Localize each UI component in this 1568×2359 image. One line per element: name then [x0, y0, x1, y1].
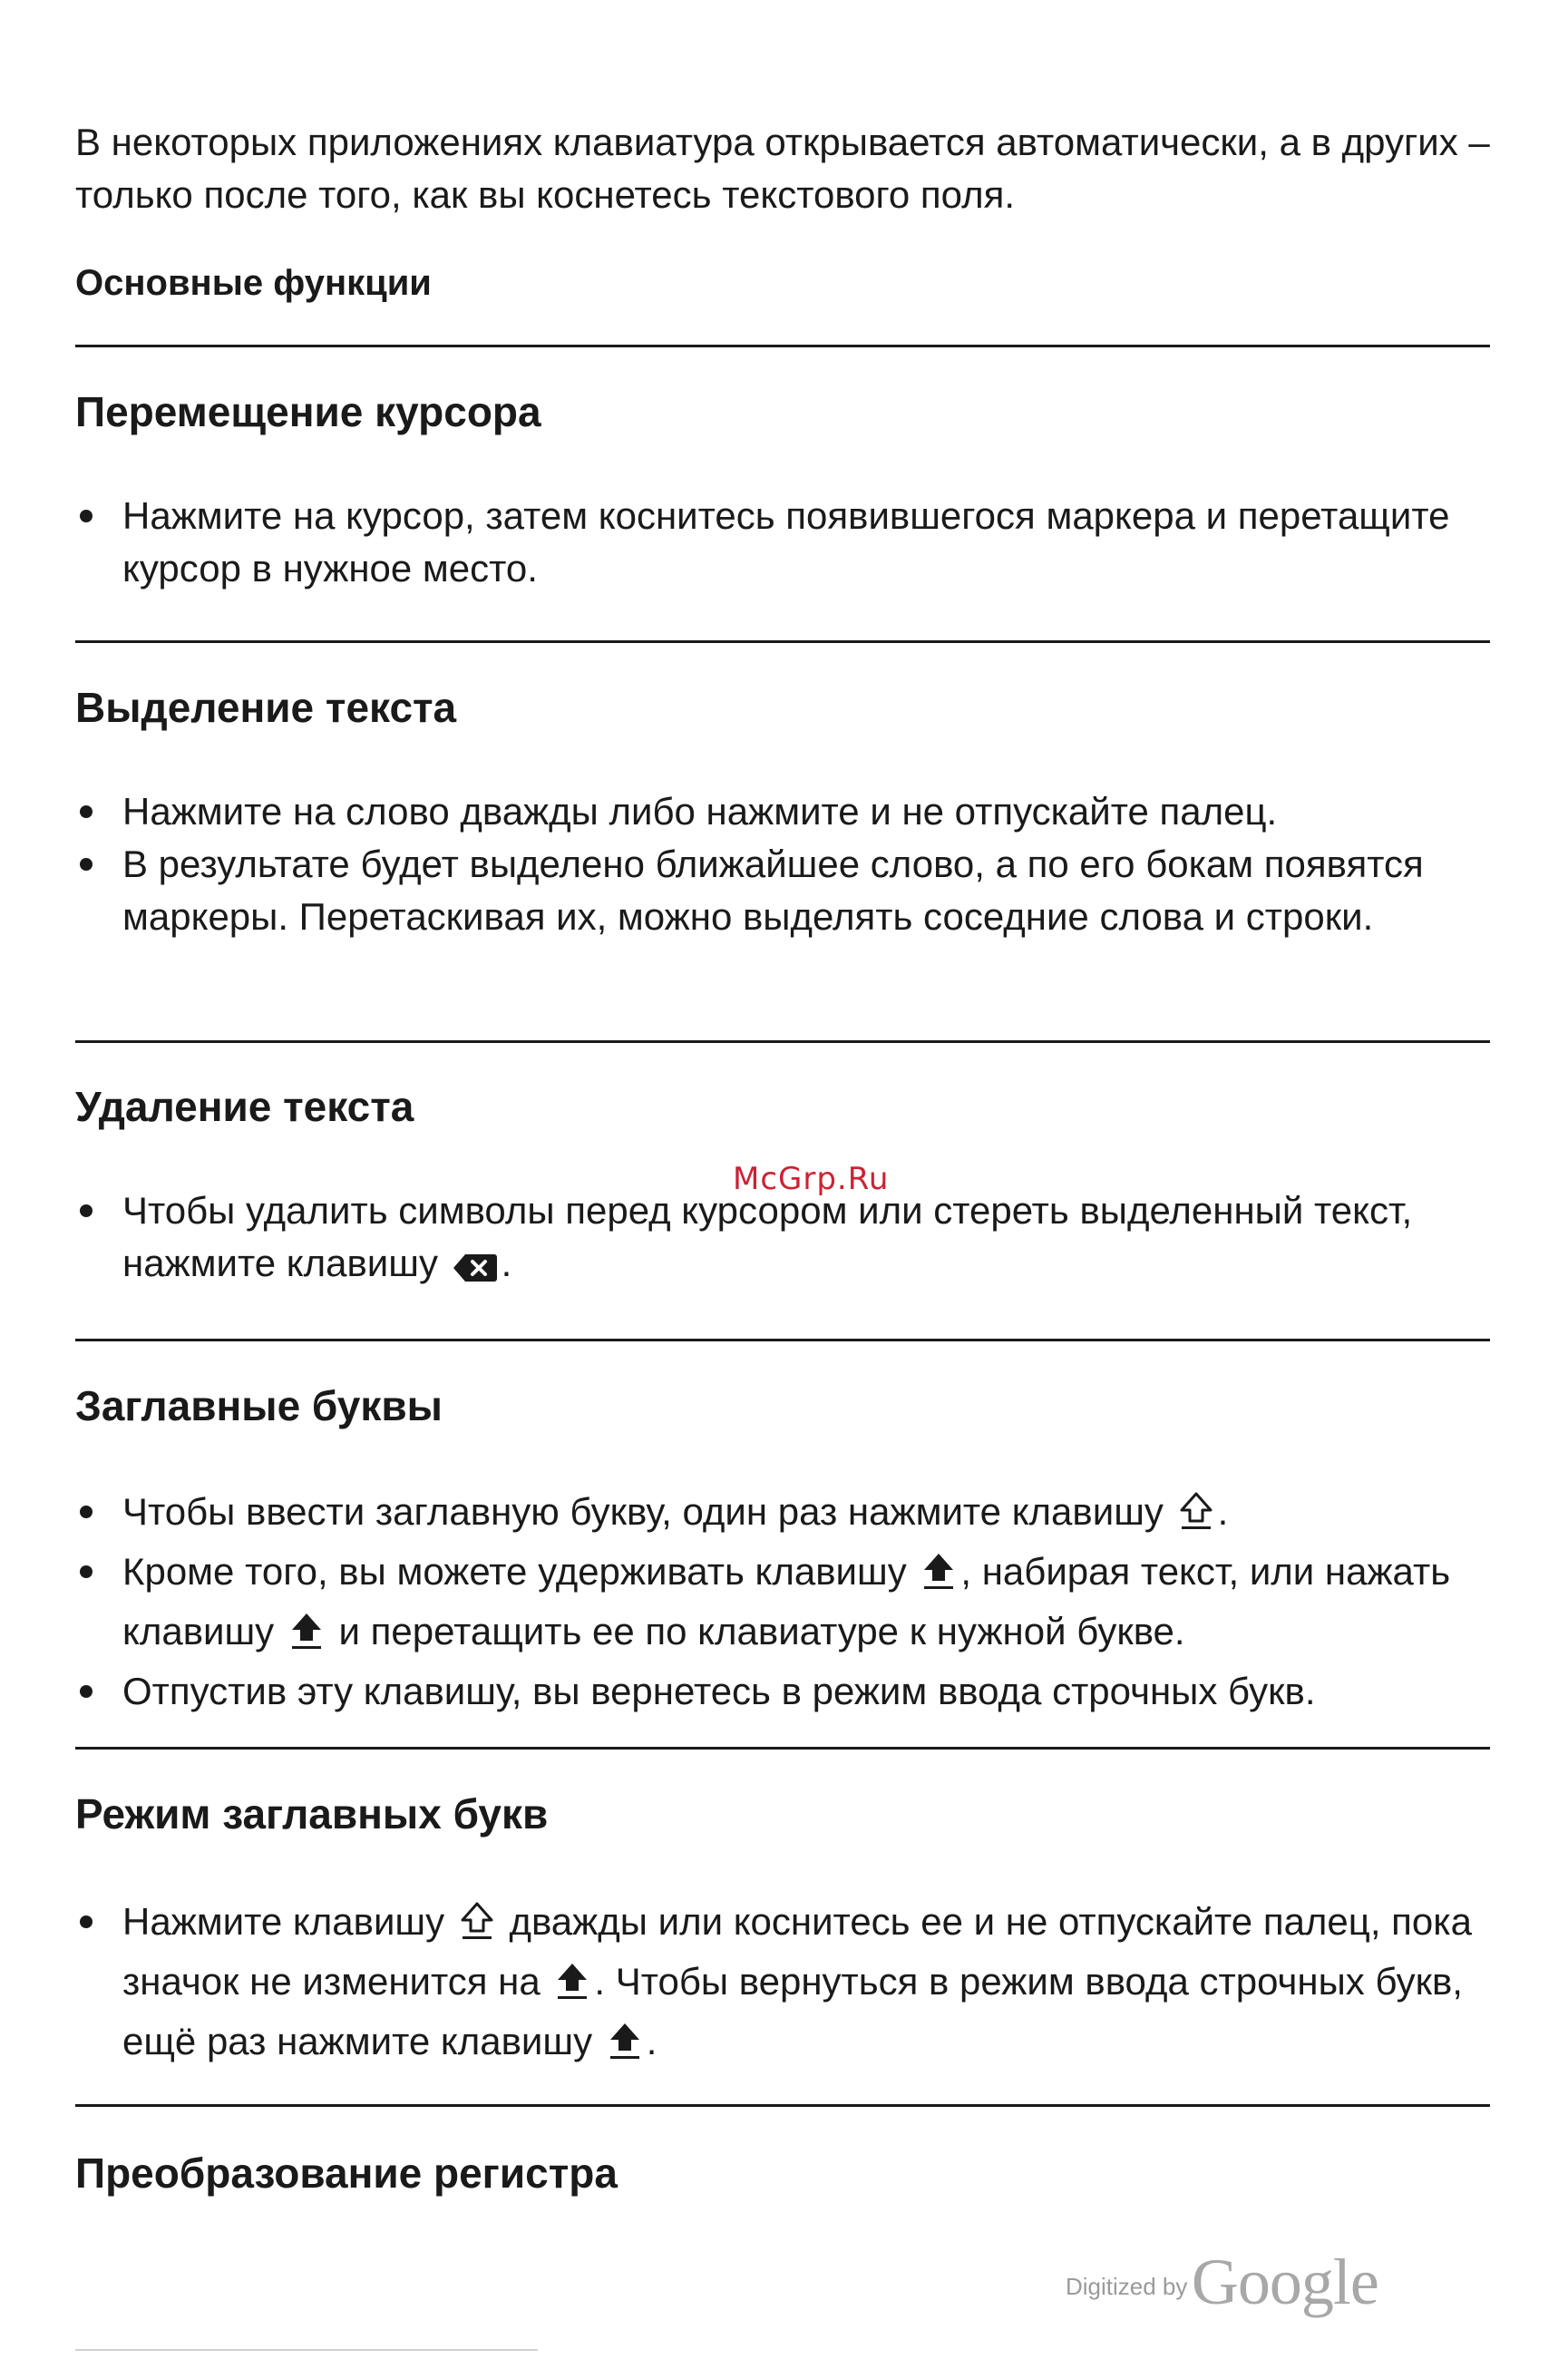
bullet-icon — [80, 1565, 93, 1578]
list-item-text: В результате будет выделено ближайшее слово, а по его бокам появятся маркеры. Перетаскивая их, можно выделять соседние слова и строки. — [122, 843, 1424, 938]
list-item-text: Чтобы удалить символы перед курсором или стереть выделенный текст, нажмите клавишу — [122, 1189, 1413, 1284]
bullet-icon — [80, 1204, 93, 1217]
list-item-text: . — [1217, 1490, 1229, 1533]
list-item-text: Отпустив эту клавишу, вы вернетесь в режим ввода строчных букв. — [122, 1670, 1316, 1712]
list-item — [75, 490, 1490, 595]
list-item-text: Нажмите клавишу — [122, 1900, 445, 1943]
section-divider — [75, 640, 1490, 643]
shift-filled-icon — [920, 1550, 957, 1605]
list-item-text: . — [646, 2020, 657, 2062]
section-title-case-conversion: Преобразование регистра — [75, 2149, 618, 2197]
google-logo: Google — [1191, 2246, 1378, 2318]
shift-outline-icon — [459, 1900, 495, 1955]
page-edge-line — [75, 2349, 538, 2351]
section-list-delete-text — [75, 1184, 1490, 1297]
bullet-icon — [80, 1506, 93, 1518]
list-item — [75, 1486, 1490, 1545]
shift-filled-icon — [554, 1960, 590, 2015]
list-item — [75, 1896, 1490, 2075]
section-title-capital-letters: Заглавные буквы — [75, 1382, 443, 1429]
intro-paragraph: В некоторых приложениях клавиатура открывается автоматически, а в других – только после того, как вы коснетесь текстового поля. — [75, 121, 1490, 216]
list-item — [75, 785, 1490, 838]
bullet-icon — [80, 1685, 93, 1698]
digitized-by-label: Digitized by — [1066, 2273, 1188, 2300]
section-title-caps-lock: Режим заглавных букв — [75, 1790, 549, 1837]
list-item — [75, 1184, 1490, 1297]
section-list-select-text — [75, 785, 1490, 943]
section-divider — [75, 1040, 1490, 1043]
subheading-main-functions: Основные функции — [75, 263, 432, 303]
section-list-capital-letters — [75, 1486, 1490, 1718]
list-item-text: . — [501, 1242, 512, 1284]
digitized-by-google-mark — [1066, 2245, 1378, 2320]
shift-filled-icon — [288, 1610, 325, 1665]
section-title-cursor: Перемещение курсора — [75, 388, 541, 435]
list-item-text: и перетащить ее по клавиатуре к нужной букве. — [338, 1610, 1185, 1652]
section-divider — [75, 2104, 1490, 2107]
list-item-text: дважды или коснитесь ее и не отпускайте палец, пока значок не изменится на — [122, 1900, 1472, 2003]
section-divider — [75, 1747, 1490, 1750]
list-item-text: Кроме того, вы можете удерживать клавишу — [122, 1550, 907, 1593]
list-item-text: Чтобы ввести заглавную букву, один раз нажмите клавишу — [122, 1490, 1164, 1533]
list-item-text: Нажмите на слово дважды либо нажмите и не отпускайте палец. — [122, 790, 1278, 833]
section-divider — [75, 345, 1490, 347]
list-item — [75, 1545, 1490, 1665]
list-item-text: . Чтобы вернуться в режим ввода строчных букв, ещё раз нажмите клавишу — [122, 1960, 1463, 2062]
list-item — [75, 1665, 1490, 1718]
bullet-icon — [80, 1915, 93, 1928]
list-item — [75, 838, 1490, 943]
section-list-caps-lock — [75, 1896, 1490, 2075]
shift-outline-icon — [1178, 1490, 1214, 1545]
list-item-text: Нажмите на курсор, затем коснитесь появившегося маркера и перетащите курсор в нужное место. — [122, 494, 1450, 590]
bullet-icon — [80, 510, 93, 522]
section-title-delete-text: Удаление текста — [75, 1083, 414, 1130]
shift-filled-icon — [607, 2020, 643, 2075]
section-list-cursor — [75, 490, 1490, 595]
backspace-key-icon — [453, 1244, 498, 1297]
section-title-select-text: Выделение текста — [75, 684, 457, 731]
section-divider — [75, 1339, 1490, 1341]
watermark-text: McGrp.Ru — [733, 1161, 890, 1197]
bullet-icon — [80, 858, 93, 871]
bullet-icon — [80, 805, 93, 818]
list-item-text: , набирая текст, или нажать клавишу — [122, 1550, 1451, 1652]
